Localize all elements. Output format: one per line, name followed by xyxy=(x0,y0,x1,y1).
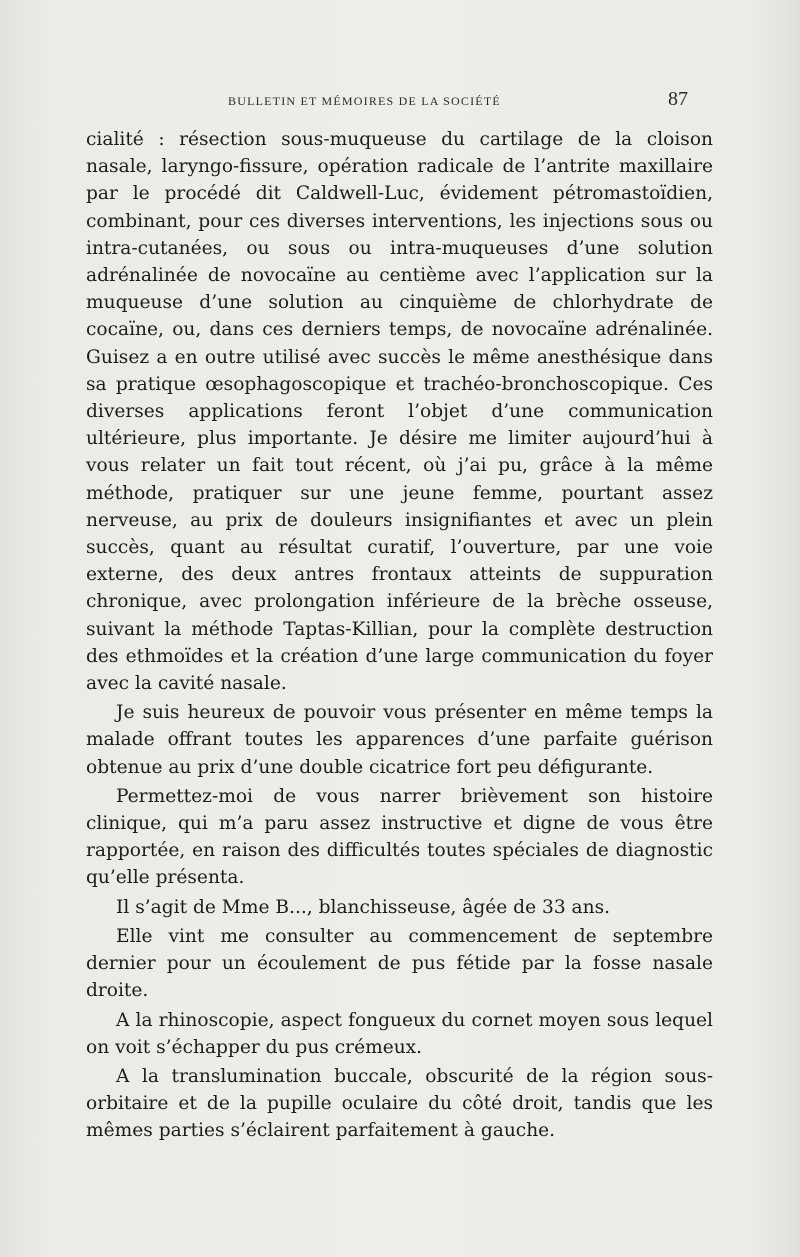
paragraph: A la translumination buccale, obscurité de la région sous-orbitaire et de la pupille oculaire du côté droit, tandis que les mêmes parties s’éclairent parfaitement à gauche. xyxy=(86,1065,713,1142)
paragraph: Il s’agit de Mme B..., blanchisseuse, âgée de 33 ans. xyxy=(116,896,611,918)
page-number: 87 xyxy=(668,88,688,110)
paragraph: Je suis heureux de pouvoir vous présenter en même temps la malade offrant toutes les apparences d’une parfaite guérison obtenue au prix d’une double cicatrice fort peu défigurante. xyxy=(86,702,713,778)
paragraph: Permettez-moi de vous narrer brièvement son histoire clinique, qui m’a paru assez instructive et digne de vous être rapportée, en raison des difficultés toutes spéciales de diagnostic qu’elle présenta. xyxy=(86,785,713,889)
paragraph: A la rhinoscopie, aspect fongueux du cornet moyen sous lequel on voit s’échapper du pus crémeux. xyxy=(86,1009,713,1058)
running-head: BULLETIN ET MÉMOIRES DE LA SOCIÉTÉ xyxy=(228,94,501,108)
paragraph: Elle vint me consulter au commencement de septembre dernier pour un écoulement de pus fétide par la fosse nasale droite. xyxy=(86,925,713,1002)
page-header xyxy=(0,88,800,118)
paragraph-continuation: cialité : résection sous-muqueuse du cartilage de la cloison nasale, laryngo-fissure, opération radicale de l’antrite maxillaire par le procédé dit Caldwell-Luc, évidement pétromastoïdien, combinant, pour ces diverses interventions, les injections sous ou intra-cutanées, ou sous ou intra-muqueuses d’une solution adrénalinée de novocaïne au centième avec l’application sur la muqueuse d’une solution au cinquième de chlorhydrate de cocaïne, ou, dans ces derniers temps, de novocaïne adrénalinée. Guisez a en outre utilisé avec succès le même anesthésique dans sa pratique œsophagoscopique et trachéo-bronchoscopique. Ces diverses applications feront l’objet d’une communication ultérieure, plus importante. Je désire me limiter aujourd’hui à vous relater un fait tout récent, où j’ai pu, grâce à la même méthode, pratiquer sur une jeune femme, pourtant assez nerveuse, au prix de douleurs insignifiantes et avec un plein succès, quant au résultat curatif, l’ouverture, par une voie externe, des deux antres frontaux atteints de suppuration chronique, avec prolongation inférieure de la brèche osseuse, suivant la méthode Taptas-Killian, pour la complète destruction des ethmoïdes et la création d’une large communication du foyer avec la cavité nasale. xyxy=(86,129,713,695)
body-text xyxy=(86,126,713,1145)
